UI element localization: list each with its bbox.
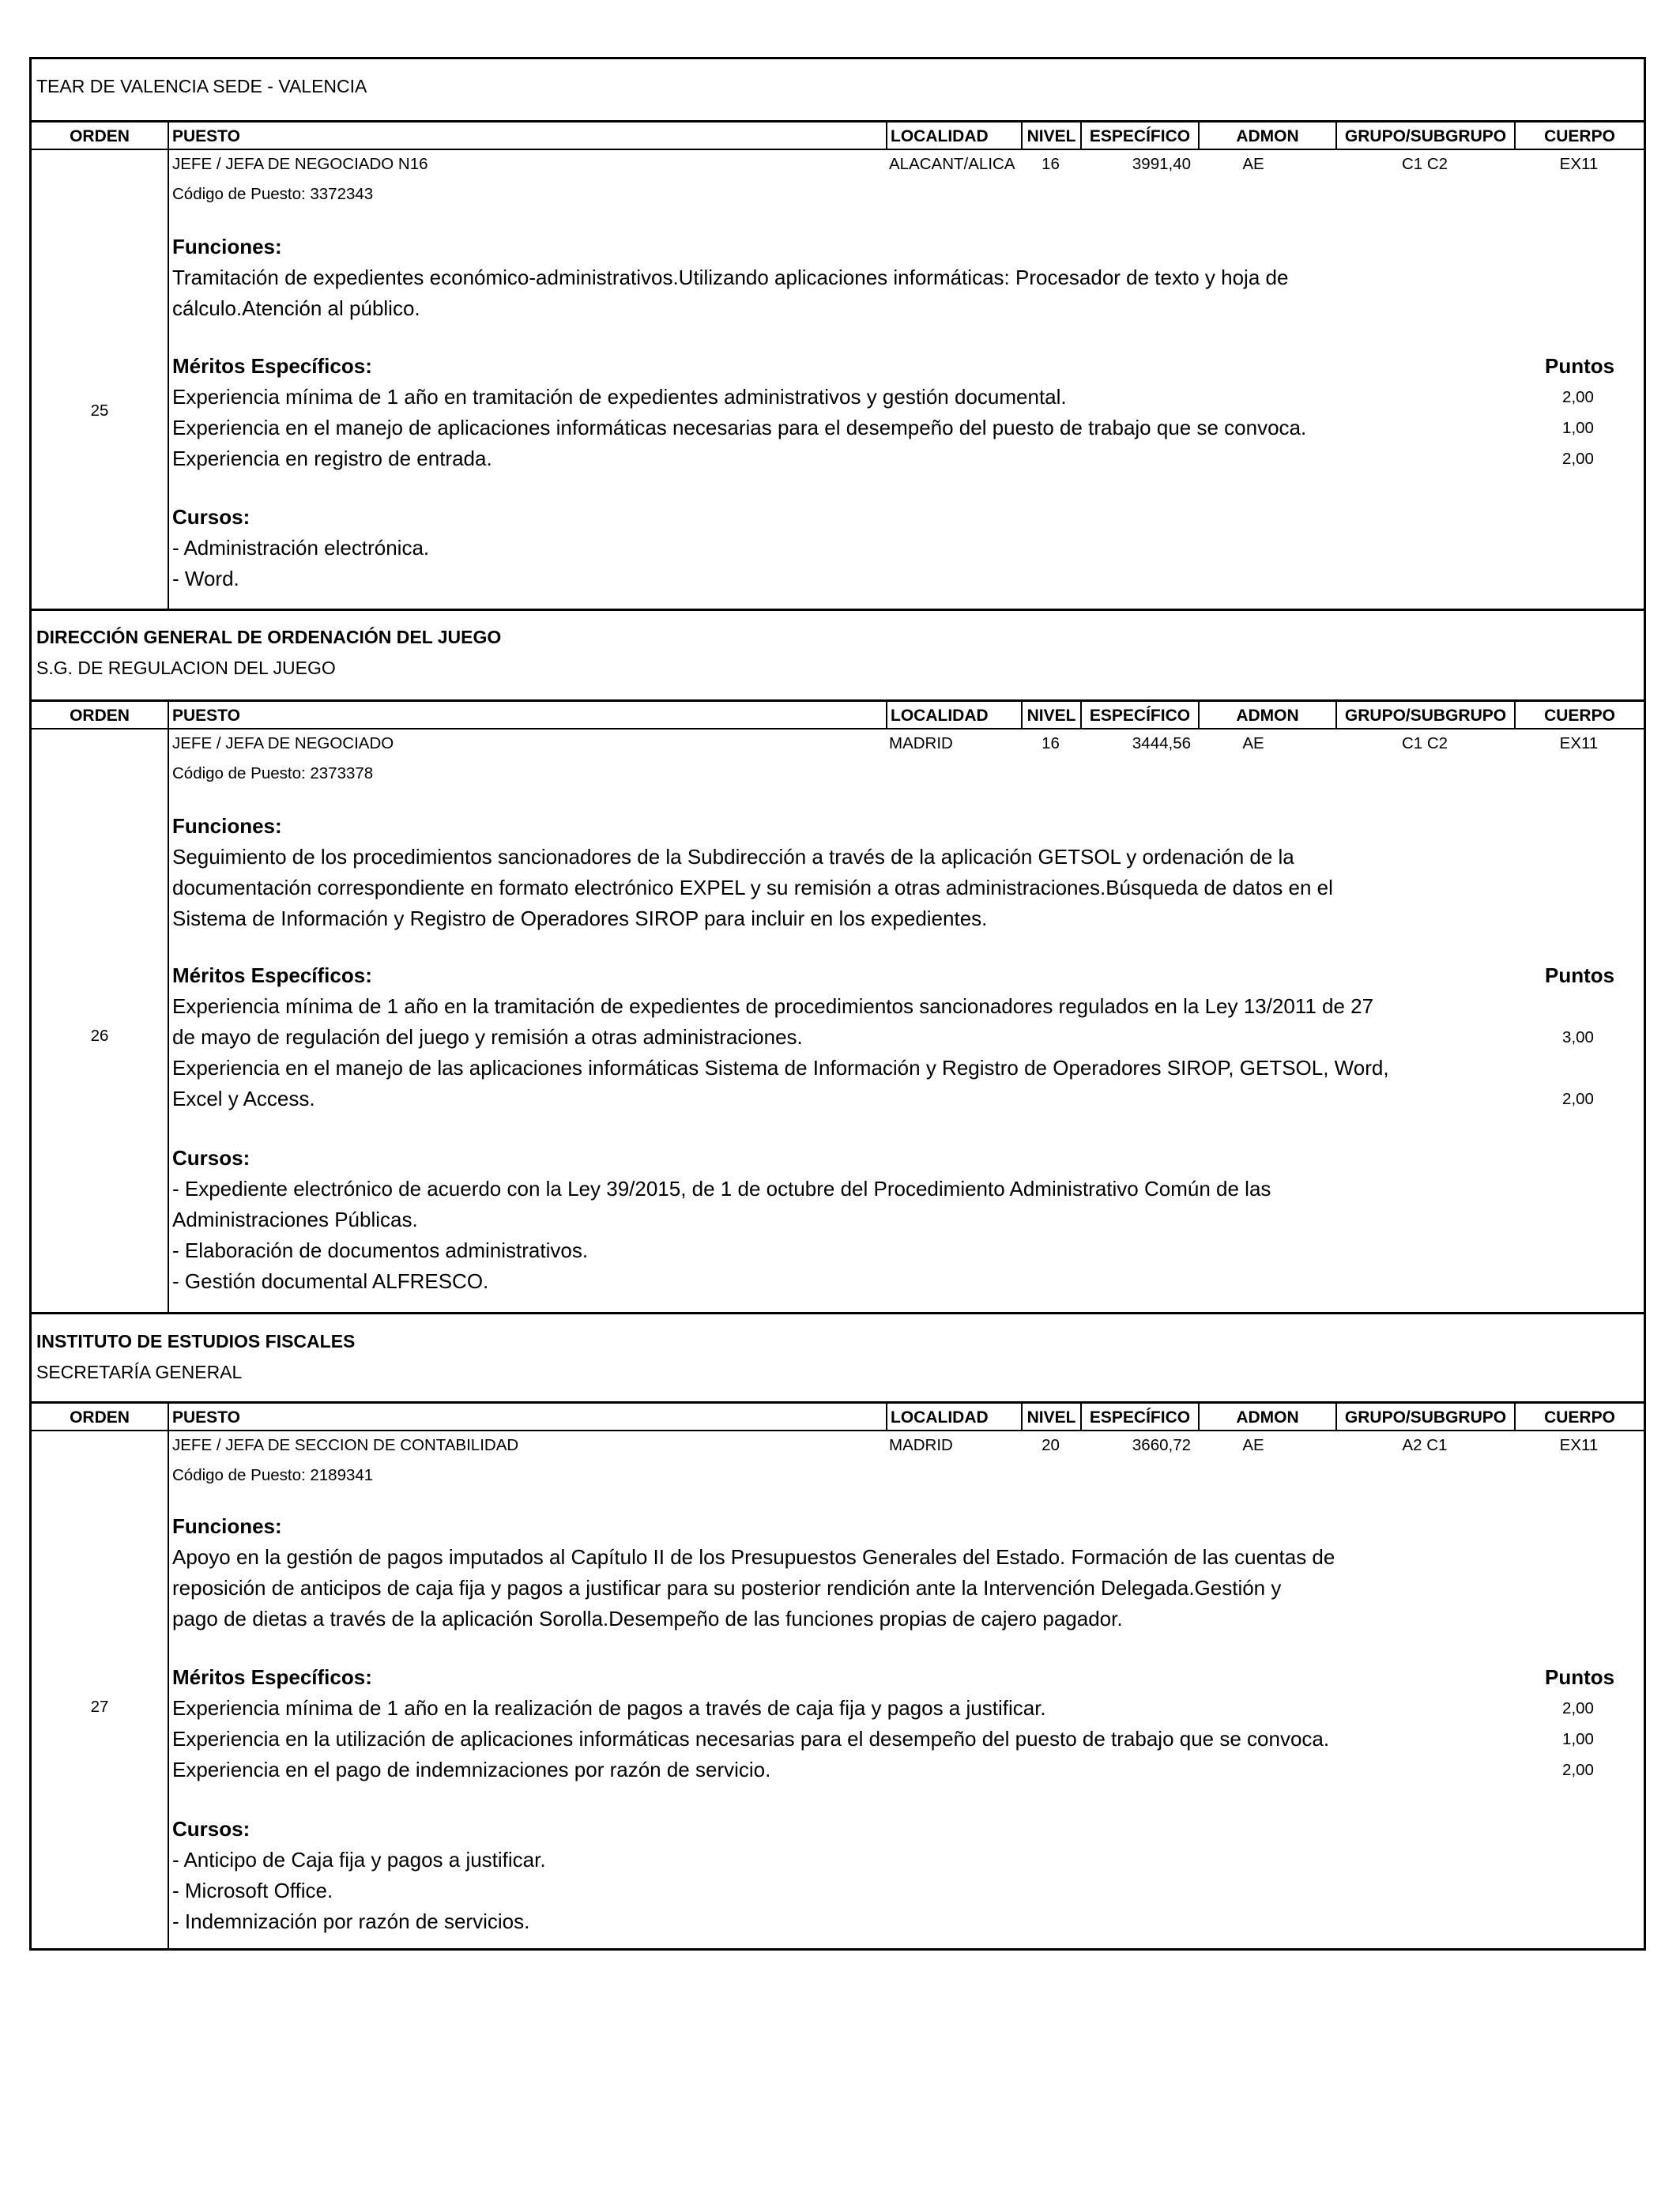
organization-name: INSTITUTO DE ESTUDIOS FISCALES: [36, 1331, 356, 1351]
puntos-label: Puntos: [1545, 354, 1615, 378]
column-nivel-header: NIVEL: [1021, 123, 1080, 150]
column-grupo-subgrupo-header: GRUPO/SUBGRUPO: [1335, 123, 1514, 150]
codigo-puesto: Código de Puesto: 2373378: [172, 764, 374, 782]
merito-puntos: 2,00: [1562, 1699, 1594, 1717]
grupo-value: A2 C1: [1402, 1436, 1448, 1454]
funciones-line: Tramitación de expedientes económico-administrativos.Utilizando aplicaciones informáticas: Procesador de texto y hoja de: [172, 266, 1289, 289]
column-orden-header: ORDEN: [70, 707, 130, 725]
column-localidad-header: LOCALIDAD: [886, 702, 1021, 729]
curso-line: Administraciones Públicas.: [172, 1208, 418, 1231]
orden-divider: [168, 150, 169, 609]
nivel-value: 16: [1042, 734, 1060, 752]
admon-value: AE: [1242, 155, 1264, 173]
funciones-line: pago de dietas a través de la aplicación Sorolla.Desempeño de las funciones propias de cajero pagador.: [172, 1607, 1123, 1630]
curso-line: - Indemnización por razón de servicios.: [172, 1909, 530, 1933]
grupo-value: C1 C2: [1401, 734, 1448, 752]
curso-line: - Word.: [172, 567, 239, 590]
column-puesto-header: PUESTO: [168, 702, 886, 729]
funciones-line: reposición de anticipos de caja fija y pagos a justificar para su posterior rendición ante la Intervención Delegada.Gestión y: [172, 1576, 1282, 1600]
merito-line: Experiencia en el pago de indemnizaciones por razón de servicio.: [172, 1758, 771, 1781]
orden-divider: [168, 729, 169, 1313]
especifico-value: 3660,72: [1132, 1436, 1191, 1454]
column-grupo-subgrupo-header: GRUPO/SUBGRUPO: [1335, 702, 1514, 729]
column-especifico-header: ESPECÍFICO: [1080, 123, 1198, 150]
especifico-value: 3991,40: [1132, 155, 1191, 173]
admon-value: AE: [1242, 1436, 1264, 1454]
merito-line: Experiencia en la utilización de aplicaciones informáticas necesarias para el desempeño del puesto de trabajo que se convoca.: [172, 1727, 1330, 1751]
codigo-puesto: Código de Puesto: 3372343: [172, 185, 374, 203]
column-admon-header: ADMON: [1198, 123, 1335, 150]
column-cuerpo-header: CUERPO: [1514, 702, 1644, 729]
localidad-value: MADRID: [889, 1436, 953, 1454]
nivel-value: 20: [1042, 1436, 1060, 1454]
localidad-value: MADRID: [889, 734, 953, 752]
curso-line: - Administración electrónica.: [172, 536, 430, 560]
column-orden-header: ORDEN: [70, 127, 130, 145]
admon-value: AE: [1242, 734, 1264, 752]
merito-line: Experiencia en el manejo de aplicaciones informáticas necesarias para el desempeño del puesto de trabajo que se convoca.: [172, 416, 1307, 439]
funciones-line: documentación correspondiente en formato electrónico EXPEL y su remisión a otras administraciones.Búsqueda de datos en el: [172, 876, 1333, 899]
meritos-label: Méritos Específicos:: [172, 963, 372, 987]
merito-puntos: 2,00: [1562, 450, 1594, 468]
funciones-label: Funciones:: [172, 814, 282, 838]
organization-subunit: SECRETARÍA GENERAL: [36, 1362, 243, 1382]
organization-name: DIRECCIÓN GENERAL DE ORDENACIÓN DEL JUEGO: [36, 627, 502, 647]
curso-line: - Gestión documental ALFRESCO.: [172, 1269, 489, 1293]
puntos-label: Puntos: [1545, 1665, 1615, 1689]
puesto-name: JEFE / JEFA DE NEGOCIADO N16: [172, 155, 428, 173]
merito-puntos: 2,00: [1562, 388, 1594, 406]
orden-divider: [168, 1431, 169, 1948]
puntos-label: Puntos: [1545, 963, 1615, 987]
table-header: [32, 699, 1644, 729]
merito-puntos: 1,00: [1562, 419, 1594, 437]
grupo-value: C1 C2: [1401, 155, 1448, 173]
funciones-line: Apoyo en la gestión de pagos imputados al Capítulo II de los Presupuestos Generales del Estado. Formación de las cuentas de: [172, 1545, 1335, 1569]
cursos-label: Cursos:: [172, 1146, 250, 1170]
especifico-value: 3444,56: [1132, 734, 1191, 752]
merito-line: Experiencia mínima de 1 año en la realización de pagos a través de caja fija y pagos a justificar.: [172, 1696, 1046, 1720]
orden-number: 25: [90, 401, 109, 420]
merito-puntos: 2,00: [1562, 1090, 1594, 1108]
column-nivel-header: NIVEL: [1021, 702, 1080, 729]
orden-number: 26: [90, 1027, 109, 1045]
funciones-line: Sistema de Información y Registro de Operadores SIROP para incluir en los expedientes.: [172, 907, 988, 930]
funciones-line: cálculo.Atención al público.: [172, 296, 420, 320]
organization-subunit: S.G. DE REGULACION DEL JUEGO: [36, 658, 336, 678]
organization-name: TEAR DE VALENCIA SEDE - VALENCIA: [36, 76, 367, 96]
section-separator: [32, 1312, 1644, 1314]
merito-puntos: 3,00: [1562, 1028, 1594, 1046]
column-localidad-header: LOCALIDAD: [886, 1404, 1021, 1431]
meritos-label: Méritos Específicos:: [172, 1665, 372, 1689]
curso-line: - Microsoft Office.: [172, 1879, 333, 1902]
funciones-label: Funciones:: [172, 1514, 282, 1538]
cuerpo-value: EX11: [1559, 1436, 1599, 1454]
column-admon-header: ADMON: [1198, 1404, 1335, 1431]
document-frame: [29, 57, 1646, 1951]
cursos-label: Cursos:: [172, 505, 250, 529]
localidad-value: ALACANT/ALICA: [889, 155, 1015, 173]
section-separator: [32, 609, 1644, 611]
column-puesto-header: PUESTO: [168, 1404, 886, 1431]
merito-line: Experiencia en el manejo de las aplicaciones informáticas Sistema de Información y Registro de Operadores SIROP, GETSOL, Word,: [172, 1056, 1389, 1080]
cuerpo-value: EX11: [1559, 155, 1599, 173]
merito-line: Experiencia en registro de entrada.: [172, 447, 492, 470]
merito-line: Experiencia mínima de 1 año en tramitación de expedientes administrativos y gestión documental.: [172, 385, 1067, 409]
column-especifico-header: ESPECÍFICO: [1080, 1404, 1198, 1431]
funciones-label: Funciones:: [172, 235, 282, 258]
table-header: [32, 1401, 1644, 1431]
codigo-puesto: Código de Puesto: 2189341: [172, 1466, 374, 1484]
curso-line: - Expediente electrónico de acuerdo con la Ley 39/2015, de 1 de octubre del Procedimiento Administrativo Común de las: [172, 1177, 1271, 1201]
column-grupo-subgrupo-header: GRUPO/SUBGRUPO: [1335, 1404, 1514, 1431]
puesto-name: JEFE / JEFA DE SECCION DE CONTABILIDAD: [172, 1436, 519, 1454]
cursos-label: Cursos:: [172, 1817, 250, 1841]
column-nivel-header: NIVEL: [1021, 1404, 1080, 1431]
column-localidad-header: LOCALIDAD: [886, 123, 1021, 150]
curso-line: - Elaboración de documentos administrativos.: [172, 1238, 589, 1262]
nivel-value: 16: [1042, 155, 1060, 173]
column-cuerpo-header: CUERPO: [1514, 1404, 1644, 1431]
column-puesto-header: PUESTO: [168, 123, 886, 150]
funciones-line: Seguimiento de los procedimientos sancionadores de la Subdirección a través de la aplicación GETSOL y ordenación de la: [172, 845, 1294, 869]
column-admon-header: ADMON: [1198, 702, 1335, 729]
cuerpo-value: EX11: [1559, 734, 1599, 752]
merito-line: Experiencia mínima de 1 año en la tramitación de expedientes de procedimientos sancionadores regulados en la Ley 13/2011 de 27: [172, 994, 1374, 1018]
column-orden-header: ORDEN: [70, 1408, 130, 1427]
curso-line: - Anticipo de Caja fija y pagos a justificar.: [172, 1848, 546, 1872]
puesto-name: JEFE / JEFA DE NEGOCIADO: [172, 734, 394, 752]
merito-puntos: 1,00: [1562, 1730, 1594, 1748]
column-especifico-header: ESPECÍFICO: [1080, 702, 1198, 729]
merito-puntos: 2,00: [1562, 1761, 1594, 1779]
merito-line: Excel y Access.: [172, 1087, 315, 1110]
table-header: [32, 120, 1644, 150]
column-cuerpo-header: CUERPO: [1514, 123, 1644, 150]
orden-number: 27: [90, 1698, 109, 1716]
meritos-label: Méritos Específicos:: [172, 354, 372, 378]
merito-line: de mayo de regulación del juego y remisión a otras administraciones.: [172, 1025, 803, 1049]
